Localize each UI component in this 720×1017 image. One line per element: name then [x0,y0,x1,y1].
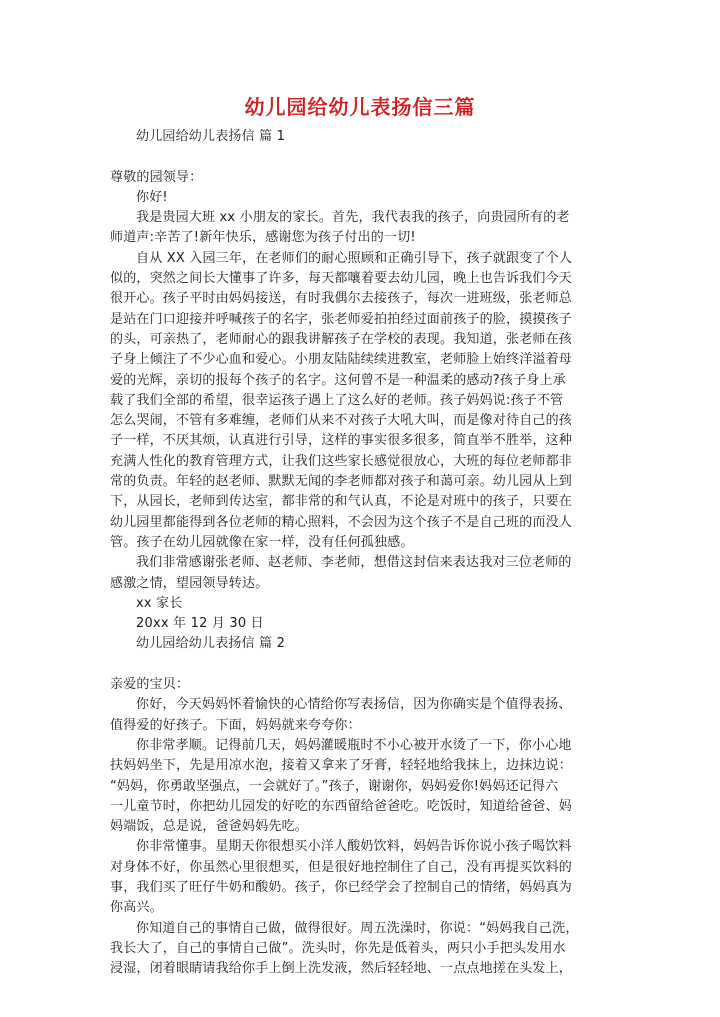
letter2-p3-line: 你高兴。 [110,900,163,916]
letter2-p2-line: 扶妈妈坐下，先是用凉水泡，接着又拿来了牙膏，轻轻地给我抹上，边抹边说： [110,758,573,774]
letter2-p2-line: “妈妈，你勇敢坚强点，一会就好了。”孩子，谢谢你，妈妈爱你!妈妈还记得六 [110,778,559,794]
letter1-signature: xx 家长 [136,595,183,611]
document-body [110,127,616,979]
spacer [110,147,616,167]
letter2-p3-line: 你非常懂事。星期天你很想买小洋人酸奶饮料，妈妈告诉你说小孩子喝饮料 [136,839,572,855]
letter1-p2-line: 怎么哭闹，不管有多难缠，老师们从来不对孩子大吼大叫，而是像对待自己的孩 [110,413,573,429]
letter1-p2-line: 管。孩子在幼儿园就像在家一样，没有任何孤独感。 [110,534,414,550]
letter1-p1-line: 我是贵园大班 xx 小朋友的家长。首先，我代表我的孩子，向贵园所有的老 [136,210,570,226]
letter2-salutation: 亲爱的宝贝： [110,677,190,693]
letter1-p2-line: 子一样，不厌其烦，认真进行引导，这样的事实很多很多，简直举不胜举，这种 [110,433,573,449]
letter2-p2-line: 你非常孝顺。记得前几天，妈妈灌暖瓶时不小心被开水烫了一下，你小心地 [136,737,572,753]
letter1-p2-line: 是站在门口迎接并呼喊孩子的名字，张老师爱拍拍经过面前孩子的脸，摸摸孩子 [110,311,573,327]
letter1-date: 20xx 年 12 月 30 日 [136,616,264,632]
letter1-p2-line: 很开心。孩子平时由妈妈接送，有时我偶尔去接孩子，每次一进班级，张老师总 [110,291,573,307]
letter1-p2-line: 自从 XX 入园三年，在老师们的耐心照顾和正确引导下，孩子就跟变了个人 [136,250,573,266]
letter1-p3-line: 感激之情，望园领导转达。 [110,575,269,591]
letter2-p3-line: 事，我们买了旺仔牛奶和酸奶。孩子，你已经学会了控制自己的情绪，妈妈真为 [110,879,573,895]
letter1-p2-line: 载了我们全部的希望，很幸运孩子遇上了这么好的老师。孩子妈妈说:孩子不管 [110,392,564,408]
letter2-p4-line: 你知道自己的事情自己做，做得很好。周五洗澡时，你说：“妈妈我自己洗， [136,920,579,936]
letter1-p2-line: 似的，突然之间长大懂事了许多，每天都嚷着要去幼儿园，晚上也告诉我们今天 [110,271,573,287]
letter2-p2-line: 一儿童节时，你把幼儿园发的好吃的东西留给爸爸吃。吃饭时，知道给爸爸、妈 [110,798,573,814]
letter2-p1-line: 你好，今天妈妈怀着愉快的心情给你写表扬信，因为你确实是个值得表扬、 [136,697,572,713]
letter2-p3-line: 对身体不好，你虽然心里很想买，但是很好地控制住了自己，没有再提买饮料的 [110,859,573,875]
letter2-p2-line: 妈端饭，总是说，爸爸妈妈先吃。 [110,819,309,835]
letter2-p4-line: 浸湿，闭着眼睛请我给你手上倒上洗发液，然后轻轻地、一点点地搓在头发上， [110,961,573,977]
letter1-p1-line: 师道声:辛苦了!新年快乐，感谢您为孩子付出的一切! [110,230,416,246]
letter1-p2-line: 常的负责。年轻的赵老师、默默无闻的李老师都对孩子和蔼可亲。幼儿园从上到 [110,474,573,490]
letter1-heading: 幼儿园给幼儿表扬信 篇 1 [136,129,286,144]
letter2-heading: 幼儿园给幼儿表扬信 篇 2 [136,636,286,652]
letter2-p4-line: 我长大了，自己的事情自己做”。洗头时，你先是低着头，两只小手把头发用水 [110,940,566,956]
letter1-p2-line: 幼儿园里都能得到各位老师的精心照料，不会因为这个孩子不是自己班的而没人 [110,514,573,530]
letter1-p2-line: 子身上倾注了不少心血和爱心。小朋友陆陆续续进教室，老师脸上始终洋溢着母 [110,352,573,368]
letter1-p2-line: 的头，可亲热了，老师耐心的跟我讲解孩子在学校的表现。我知道，张老师在孩 [110,331,573,347]
letter1-p2-line: 充满人性化的教育管理方式，让我们这些家长感觉很放心，大班的每位老师都非 [110,453,573,469]
letter1-p2-line: 爱的光辉，亲切的报每个孩子的名字。这何曾不是一种温柔的感动?孩子身上承 [110,372,566,388]
letter1-p2-line: 下，从园长，老师到传达室，都非常的和气认真，不论是对班中的孩子，只要在 [110,494,573,510]
letter2-p1-line: 值得爱的好孩子。下面，妈妈就来夸夸你： [110,717,361,733]
document-title: 幼儿园给幼儿表扬信三篇 [244,95,476,119]
letter1-p3-line: 我们非常感谢张老师、赵老师、李老师，想借这封信来表达我对三位老师的 [136,555,572,571]
letter1-greeting: 你好! [136,189,168,205]
spacer [110,655,616,675]
letter1-salutation: 尊敬的园领导： [110,169,203,185]
